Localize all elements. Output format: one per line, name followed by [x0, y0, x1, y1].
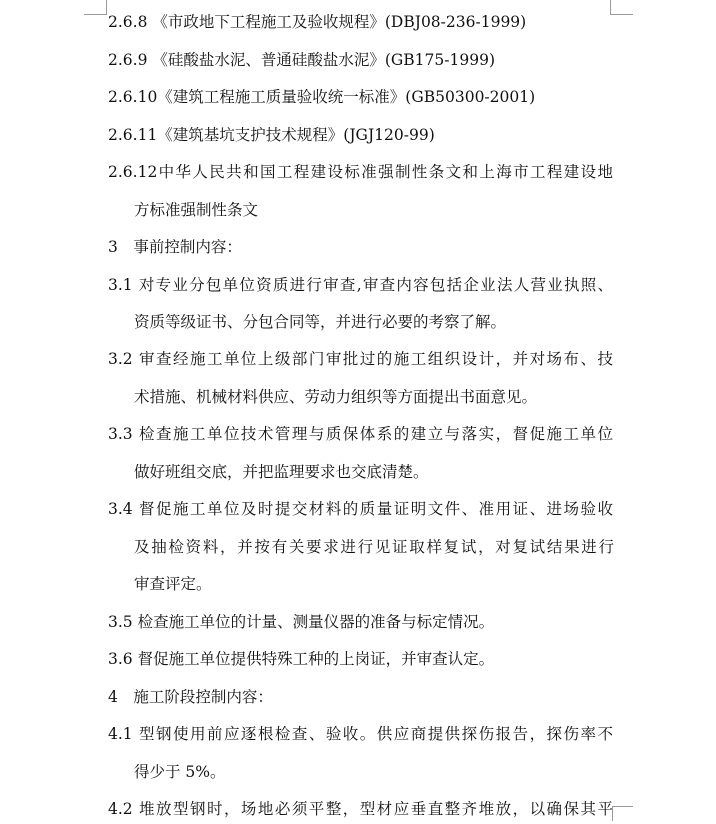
- paragraph-4-1-cont: 得少于 5%。: [134, 763, 226, 781]
- paragraph-4-1: 4.1 型钢使用前应逐根检查、验收。供应商提供探伤报告，探伤率不: [108, 725, 613, 743]
- paragraph-3-5: 3.5 检查施工单位的计量、测量仪器的准备与标定情况。: [108, 613, 495, 631]
- section-heading-3: 3 事前控制内容：: [108, 238, 242, 256]
- section-heading-4: 4 施工阶段控制内容：: [108, 688, 273, 706]
- page-corner-mark-top-left: [84, 0, 107, 15]
- paragraph-4-2: 4.2 堆放型钢时，场地必须平整，型材应垂直整齐堆放，以确保其平: [108, 800, 613, 818]
- page-corner-mark-top-right: [610, 0, 633, 15]
- paragraph-3-3-cont: 做好班组交底，并把监理要求也交底清楚。: [134, 463, 429, 481]
- standard-item-2-6-10: 2.6.10《建筑工程施工质量验收统一标准》(GB50300-2001): [108, 88, 536, 106]
- paragraph-3-3: 3.3 检查施工单位技术管理与质保体系的建立与落实，督促施工单位: [108, 425, 613, 443]
- standard-item-2-6-12-cont: 方标准强制性条文: [134, 201, 259, 219]
- paragraph-3-4-cont-1: 及抽检资料，并按有关要求进行见证取样复试，对复试结果进行: [134, 538, 614, 556]
- paragraph-3-4: 3.4 督促施工单位及时提交材料的质量证明文件、准用证、进场验收: [108, 500, 613, 518]
- paragraph-3-1: 3.1 对专业分包单位资质进行审查,审查内容包括企业法人营业执照、: [108, 276, 613, 294]
- standard-item-2-6-9: 2.6.9 《硅酸盐水泥、普通硅酸盐水泥》(GB175-1999): [108, 51, 496, 69]
- paragraph-3-6: 3.6 督促施工单位提供特殊工种的上岗证，并审查认定。: [108, 650, 495, 668]
- standard-item-2-6-12: 2.6.12中华人民共和国工程建设标准强制性条文和上海市工程建设地: [108, 163, 613, 181]
- standard-item-2-6-8: 2.6.8 《市政地下工程施工及验收规程》(DBJ08-236-1999): [108, 13, 527, 31]
- paragraph-3-1-cont: 资质等级证书、分包合同等，并进行必要的考察了解。: [134, 313, 507, 331]
- standard-item-2-6-11: 2.6.11《建筑基坑支护技术规程》(JGJ120-99): [108, 126, 435, 144]
- paragraph-3-4-cont-2: 审查评定。: [134, 575, 212, 593]
- paragraph-3-2-cont: 术措施、机械材料供应、劳动力组织等方面提出书面意见。: [134, 388, 538, 406]
- paragraph-3-2: 3.2 审查经施工单位上级部门审批过的施工组织设计，并对场布、技: [108, 350, 613, 368]
- page-corner-mark-bottom-right: [612, 806, 633, 821]
